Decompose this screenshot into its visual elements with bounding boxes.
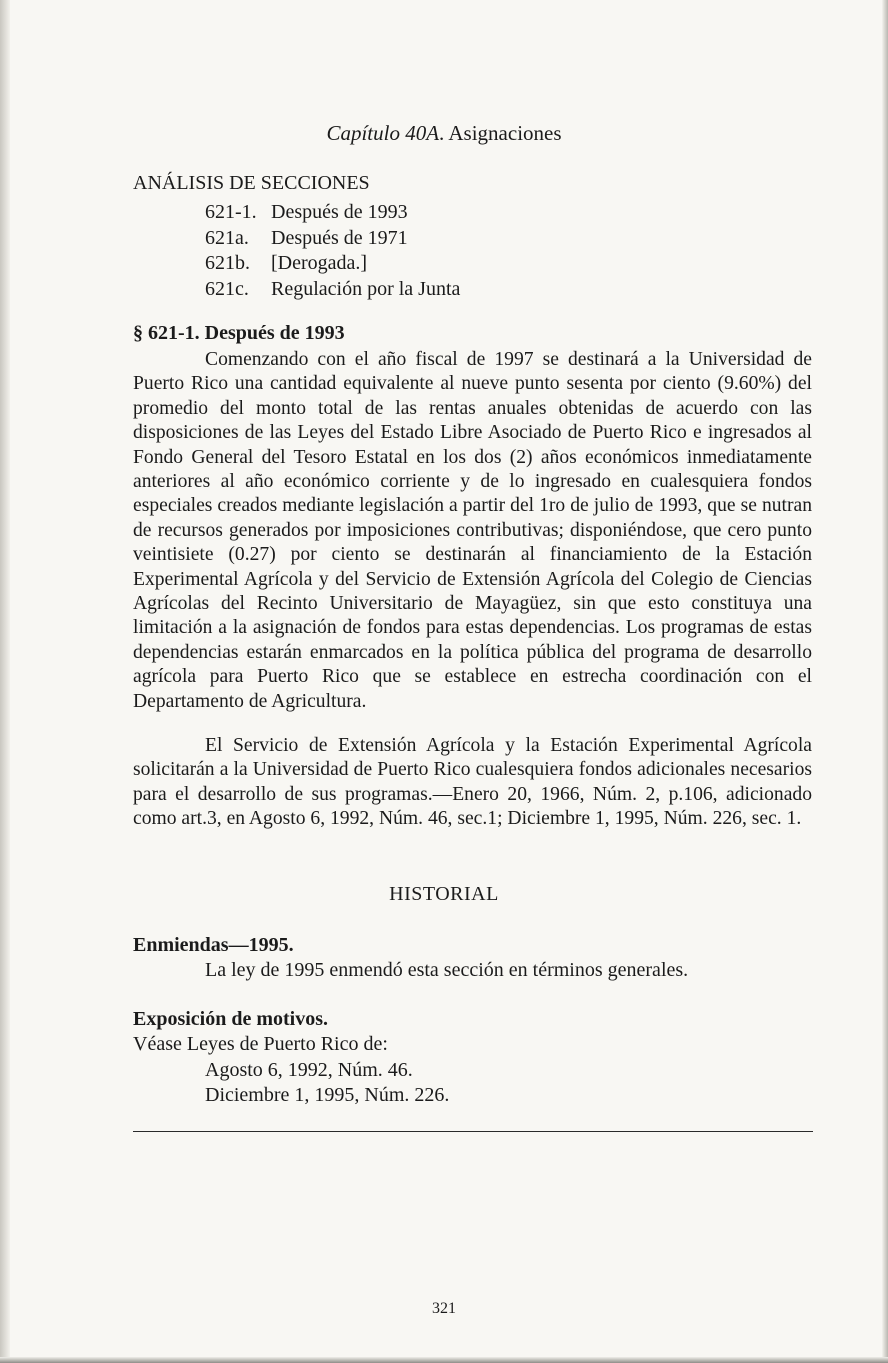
exposicion-item: Diciembre 1, 1995, Núm. 226. xyxy=(205,1084,450,1106)
section-index-number: 621-1. xyxy=(205,201,257,223)
enmiendas-text: La ley de 1995 enmendó esta sección en términos generales. xyxy=(205,959,689,981)
section-index-label: Regulación por la Junta xyxy=(271,277,461,300)
section-index-item xyxy=(205,277,460,303)
exposicion-heading: Exposición de motivos. xyxy=(133,1008,329,1030)
section-index-label: [Derogada.] xyxy=(271,252,368,274)
section-index-item xyxy=(205,226,460,252)
analisis-title: ANÁLISIS DE SECCIONES xyxy=(133,172,370,194)
exposicion-intro: Véase Leyes de Puerto Rico de: xyxy=(133,1033,388,1055)
section-index-label: Después de 1993 xyxy=(271,201,408,223)
section-index-number: 621b. xyxy=(205,252,250,274)
running-head xyxy=(0,121,888,146)
section-heading: § 621-1. Después de 1993 xyxy=(133,322,345,344)
section-index xyxy=(205,200,460,302)
running-head-chapter: Capítulo 40A xyxy=(326,121,440,145)
exposicion-item: Agosto 6, 1992, Núm. 46. xyxy=(205,1059,413,1081)
section-index-number: 621a. xyxy=(205,226,249,249)
exposicion-list xyxy=(205,1058,449,1108)
page-bottom-edge xyxy=(0,1357,888,1363)
section-index-item xyxy=(205,251,460,277)
page-number: 321 xyxy=(432,1300,456,1317)
section-index-number: 621c. xyxy=(205,277,249,300)
section-index-item xyxy=(205,200,460,226)
section-paragraph-1: Comenzando con el año fiscal de 1997 se destinará a la Universidad de Puerto Rico una cantidad equivalente al nueve punto sesenta por ciento (9.60%) del promedio del monto total de las rentas anuales obtenidas de acuerdo con las disposiciones de las Leyes del Estado Libre Asociado de Puerto Rico e ingresados al Fondo General del Tesoro Estatal en los dos (2) años económicos inmediatamente anteriores al año económico corriente y de lo ingresado en cualesquiera fondos especiales creados mediante legislación a partir del 1ro de julio de 1993, que se nutran de recursos generados por imposiciones contributivas; disponiéndose, que cero punto veintisiete (0.27) por ciento se destinarán al financiamiento de la Estación Experimental Agrícola y del Servicio de Extensión Agrícola del Colegio de Ciencias Agrícolas del Recinto Universitario de Mayagüez, sin que esto constituya una limitación a la asignación de fondos para estas dependencias. Los programas de estas dependencias estarán enmarcados en la política pública del programa de desarrollo agrícola para Puerto Rico que se establece en estrecha coordinación con el Departamento de Agricultura. xyxy=(133,349,812,712)
page-left-edge xyxy=(0,0,10,1363)
section-index-label: Después de 1971 xyxy=(271,226,408,249)
running-head-title: . Asignaciones xyxy=(439,121,562,145)
historial-title: HISTORIAL xyxy=(389,883,499,905)
footer-rule xyxy=(133,1131,813,1132)
enmiendas-heading: Enmiendas—1995. xyxy=(133,934,294,956)
section-paragraph-2: El Servicio de Extensión Agrícola y la Estación Experimental Agrícola solicitarán a la Universidad de Puerto Rico cualesquiera fondos adicionales necesarios para el desarrollo de sus programas.—Enero 20, 1966, Núm. 2, p.106, adicionado como art.3, en Agosto 6, 1992, Núm. 46, sec.1; Diciembre 1, 1995, Núm. 226, sec. 1. xyxy=(133,735,812,830)
page-right-edge xyxy=(882,0,888,1363)
